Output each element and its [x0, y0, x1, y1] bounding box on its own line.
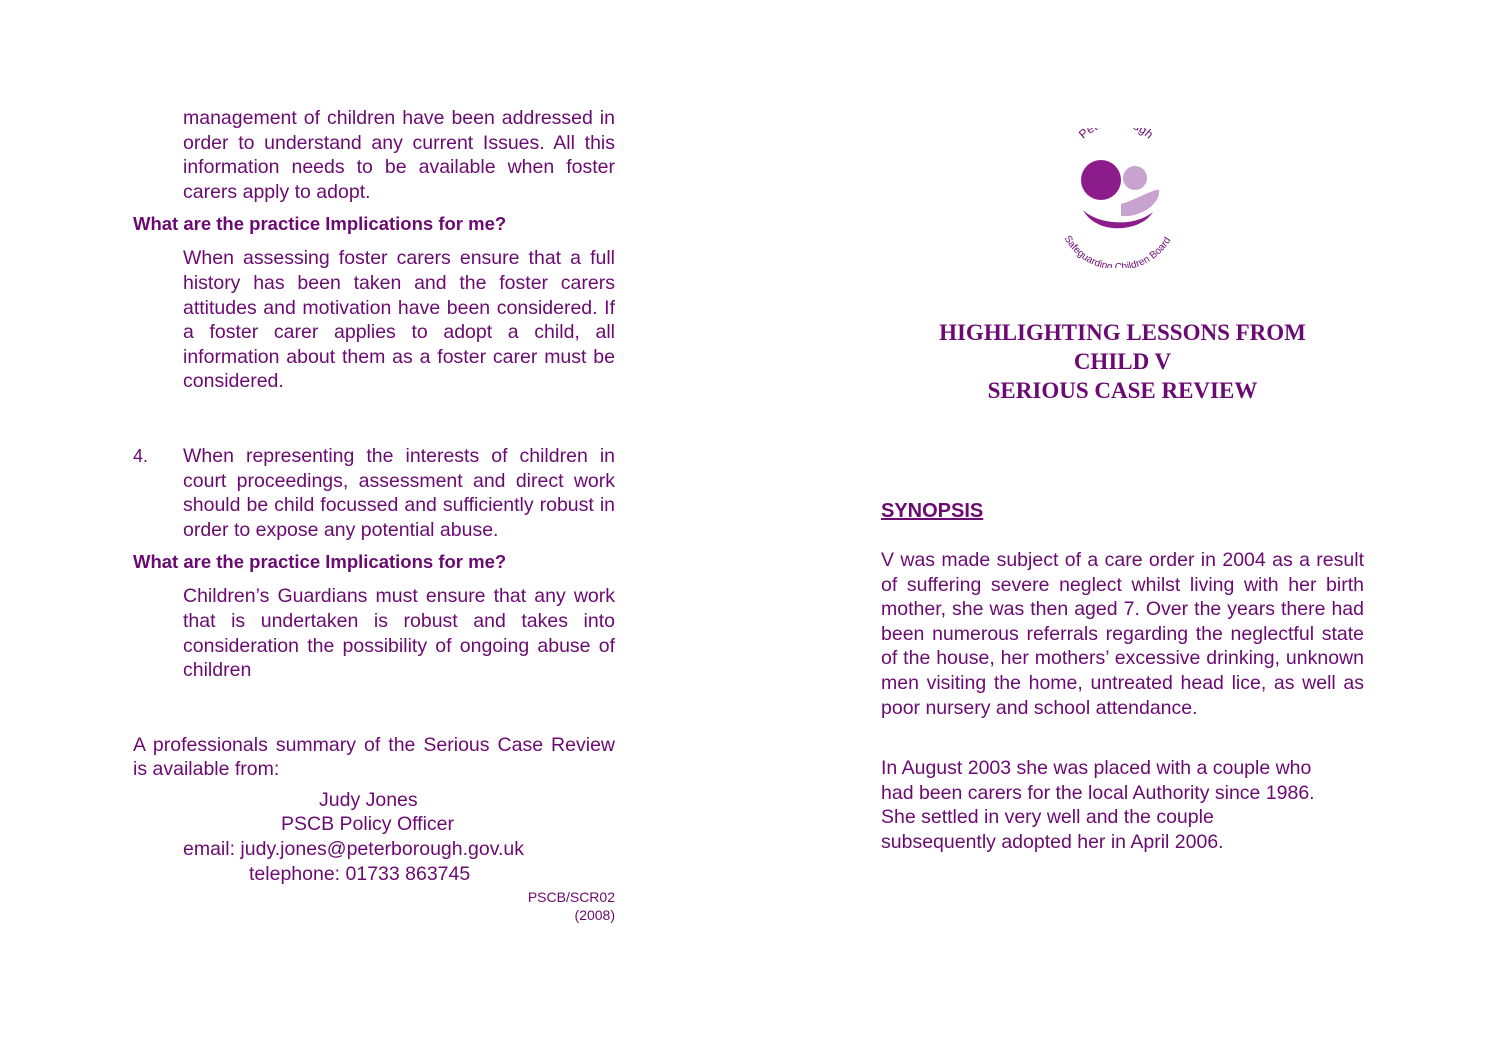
practice-implications-heading-2: What are the practice Implications for me?	[133, 551, 507, 573]
title-line-1: HIGHLIGHTING LESSONS FROM	[939, 320, 1306, 345]
synopsis-paragraph-2	[881, 756, 1364, 854]
title-line-3: SERIOUS CASE REVIEW	[987, 378, 1258, 403]
logo-dark-arm	[1083, 210, 1153, 228]
summary-intro: A professionals summary of the Serious Case Review is available from:	[133, 733, 615, 781]
left-column	[133, 106, 615, 924]
title-line-2: CHILD V	[1073, 349, 1172, 374]
document-reference	[133, 888, 615, 924]
logo-graphic	[1041, 128, 1191, 268]
contact-email: email: judy.jones@peterborough.gov.uk	[183, 838, 525, 861]
synopsis-heading: SYNOPSIS	[881, 500, 984, 522]
logo-child-figure	[1123, 166, 1147, 190]
doc-ref-year: (2008)	[574, 907, 615, 924]
practice-implications-answer-1: When assessing foster carers ensure that a full history has been taken and the foster carers attitudes and motivation have been considered. If a foster carer applies to adopt a child, all information about them as a foster carer must be considered.	[183, 247, 615, 393]
item-number: 4.	[133, 445, 149, 466]
numbered-item-4	[133, 444, 615, 542]
logo-light-arm	[1121, 190, 1159, 216]
logo-adult-figure	[1081, 160, 1121, 200]
doc-ref-code: PSCB/SCR02	[527, 889, 615, 906]
contact-name: Judy Jones	[319, 788, 418, 811]
logo-bottom-text: Safeguarding Children Board	[1061, 233, 1174, 268]
synopsis-p2-line-2: had been carers for the local Authority since 1986.	[881, 781, 1315, 804]
contact-phone: telephone: 01733 863745	[249, 862, 471, 885]
contact-role: PSCB Policy Officer	[281, 813, 455, 836]
continuation-paragraph: management of children have been addressed in order to understand any current Issues. All this information needs to be available when foster carers apply to adopt.	[183, 107, 615, 203]
synopsis-p2-line-4: subsequently adopted her in April 2006.	[881, 830, 1224, 853]
practice-implications-answer-2: Children’s Guardians must ensure that any work that is undertaken is robust and takes into consideration the possibility of ongoing abuse of children	[183, 585, 615, 682]
contact-block	[133, 788, 615, 886]
practice-implications-heading-1: What are the practice Implications for me?	[133, 213, 507, 235]
document-title	[881, 318, 1364, 405]
item-4-text: When representing the interests of children in court proceedings, assessment and direct work should be child focussed and sufficiently robust in order to expose any potential abuse.	[183, 444, 615, 541]
logo-top-text: Pe gh	[1075, 128, 1157, 142]
pscb-logo	[1041, 128, 1191, 268]
synopsis-p2-line-3: She settled in very well and the couple	[881, 806, 1214, 829]
synopsis-paragraph-1: V was made subject of a care order in 2004 as a result of suffering severe neglect whilst living with her birth mother, she was then aged 7. Over the years there had been numerous referrals regarding the neglectful state of the house, her mothers’ excessive drinking, unknown men visiting the home, untreated head lice, as well as poor nursery and school attendance.	[881, 549, 1364, 719]
synopsis-p2-line-1: In August 2003 she was placed with a couple who	[881, 757, 1312, 779]
